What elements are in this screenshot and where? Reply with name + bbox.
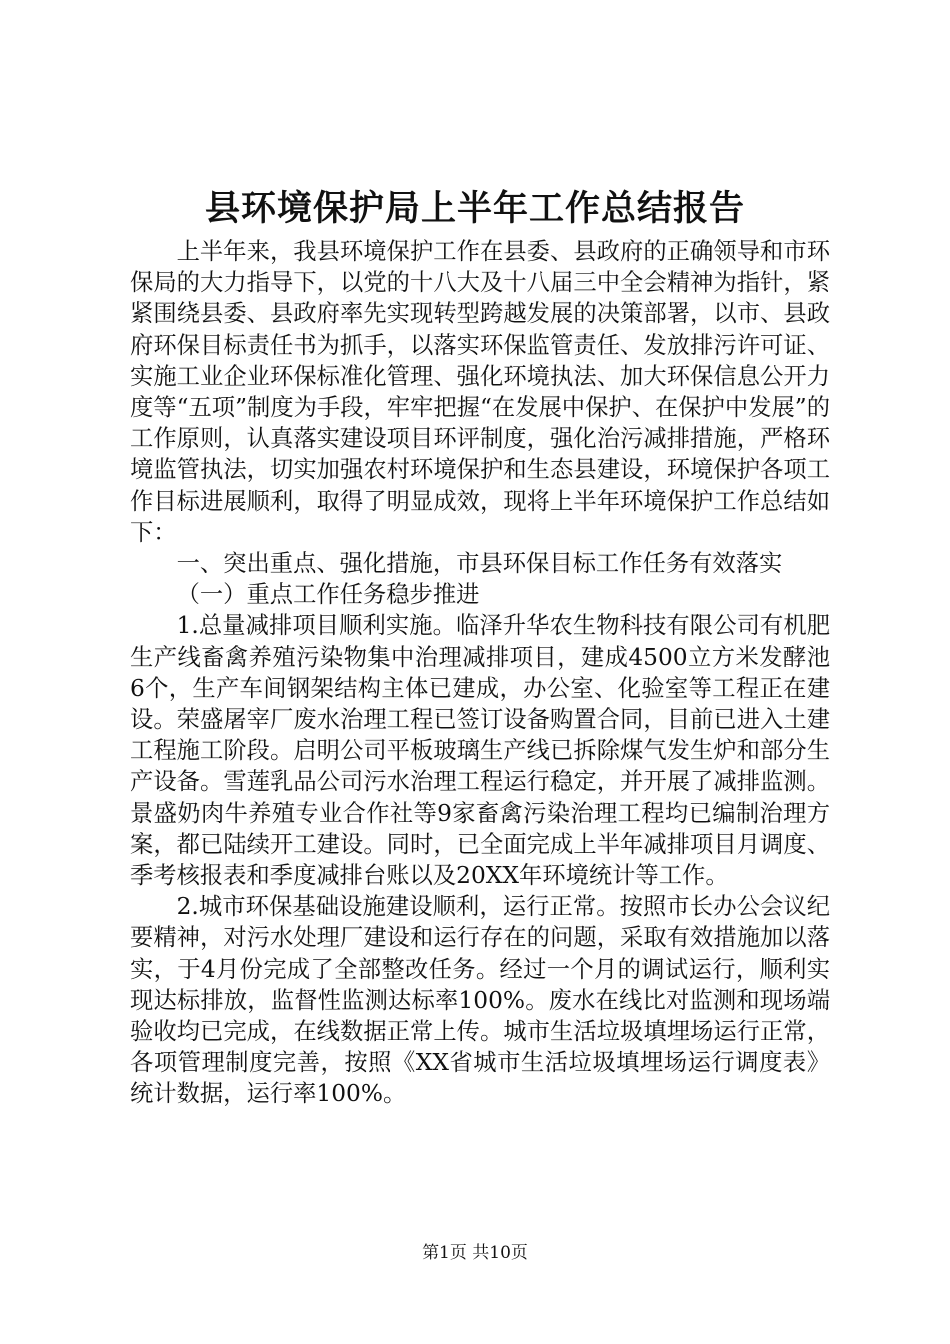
section-heading-1: 一、突出重点、强化措施，市县环保目标工作任务有效落实 xyxy=(176,550,783,578)
subsection-heading-1: （一）重点工作任务稳步推进 xyxy=(176,581,480,609)
intro-paragraph: 上半年来，我县环境保护工作在县委、县政府的正确领导和市环保局的大力指导下，以党的十八大及十八届三中全会精神为指针，紧紧围绕县委、县政府率先实现转型跨越发展的决策部署，以市、县政府环保目标责任书为抓手，以落实环保监管责任、发放排污许可证、实施工业企业环保标准化管理、强化环境执法、加大环保信息公开力度等“五项”制度为手段，牢牢把握“在发展中保护、在保护中发展”的工作原则，认真落实建设项目环评制度，强化治污减排措施，严格环境监管执法，切实加强农村环境保护和生态县建设，环境保护各项工作目标进展顺利，取得了明显成效，现将上半年环境保护工作总结如下： xyxy=(130,238,830,546)
document-body xyxy=(130,236,830,1110)
item-paragraph-1: 1.总量减排项目顺利实施。临泽升华农生物科技有限公司有机肥生产线畜禽养殖污染物集中治理减排项目，建成4500立方米发酵池6个，生产车间钢架结构主体已建成，办公室、化验室等工程正在建设。荣盛屠宰厂废水治理工程已签订设备购置合同，目前已进入土建工程施工阶段。启明公司平板玻璃生产线已拆除煤气发生炉和部分生产设备。雪莲乳品公司污水治理工程运行稳定，并开展了减排监测。景盛奶肉牛养殖专业合作社等9家畜禽污染治理工程均已编制治理方案，都已陆续开工建设。同时，已全面完成上半年减排项目月调度、季考核报表和季度减排台账以及20XX年环境统计等工作。 xyxy=(130,612,830,890)
item-paragraph-2: 2.城市环保基础设施建设顺利，运行正常。按照市长办公会议纪要精神，对污水处理厂建设和运行存在的问题，采取有效措施加以落实，于4月份完成了全部整改任务。经过一个月的调试运行，顺利实现达标排放，监督性监测达标率100%。废水在线比对监测和现场端验收均已完成，在线数据正常上传。城市生活垃圾填埋场运行正常，各项管理制度完善，按照《XX省城市生活垃圾填埋场运行调度表》统计数据，运行率100%。 xyxy=(130,893,830,1108)
page-number-footer: 第1页 共10页 xyxy=(422,1243,528,1263)
document-title: 县环境保护局上半年工作总结报告 xyxy=(204,189,745,229)
